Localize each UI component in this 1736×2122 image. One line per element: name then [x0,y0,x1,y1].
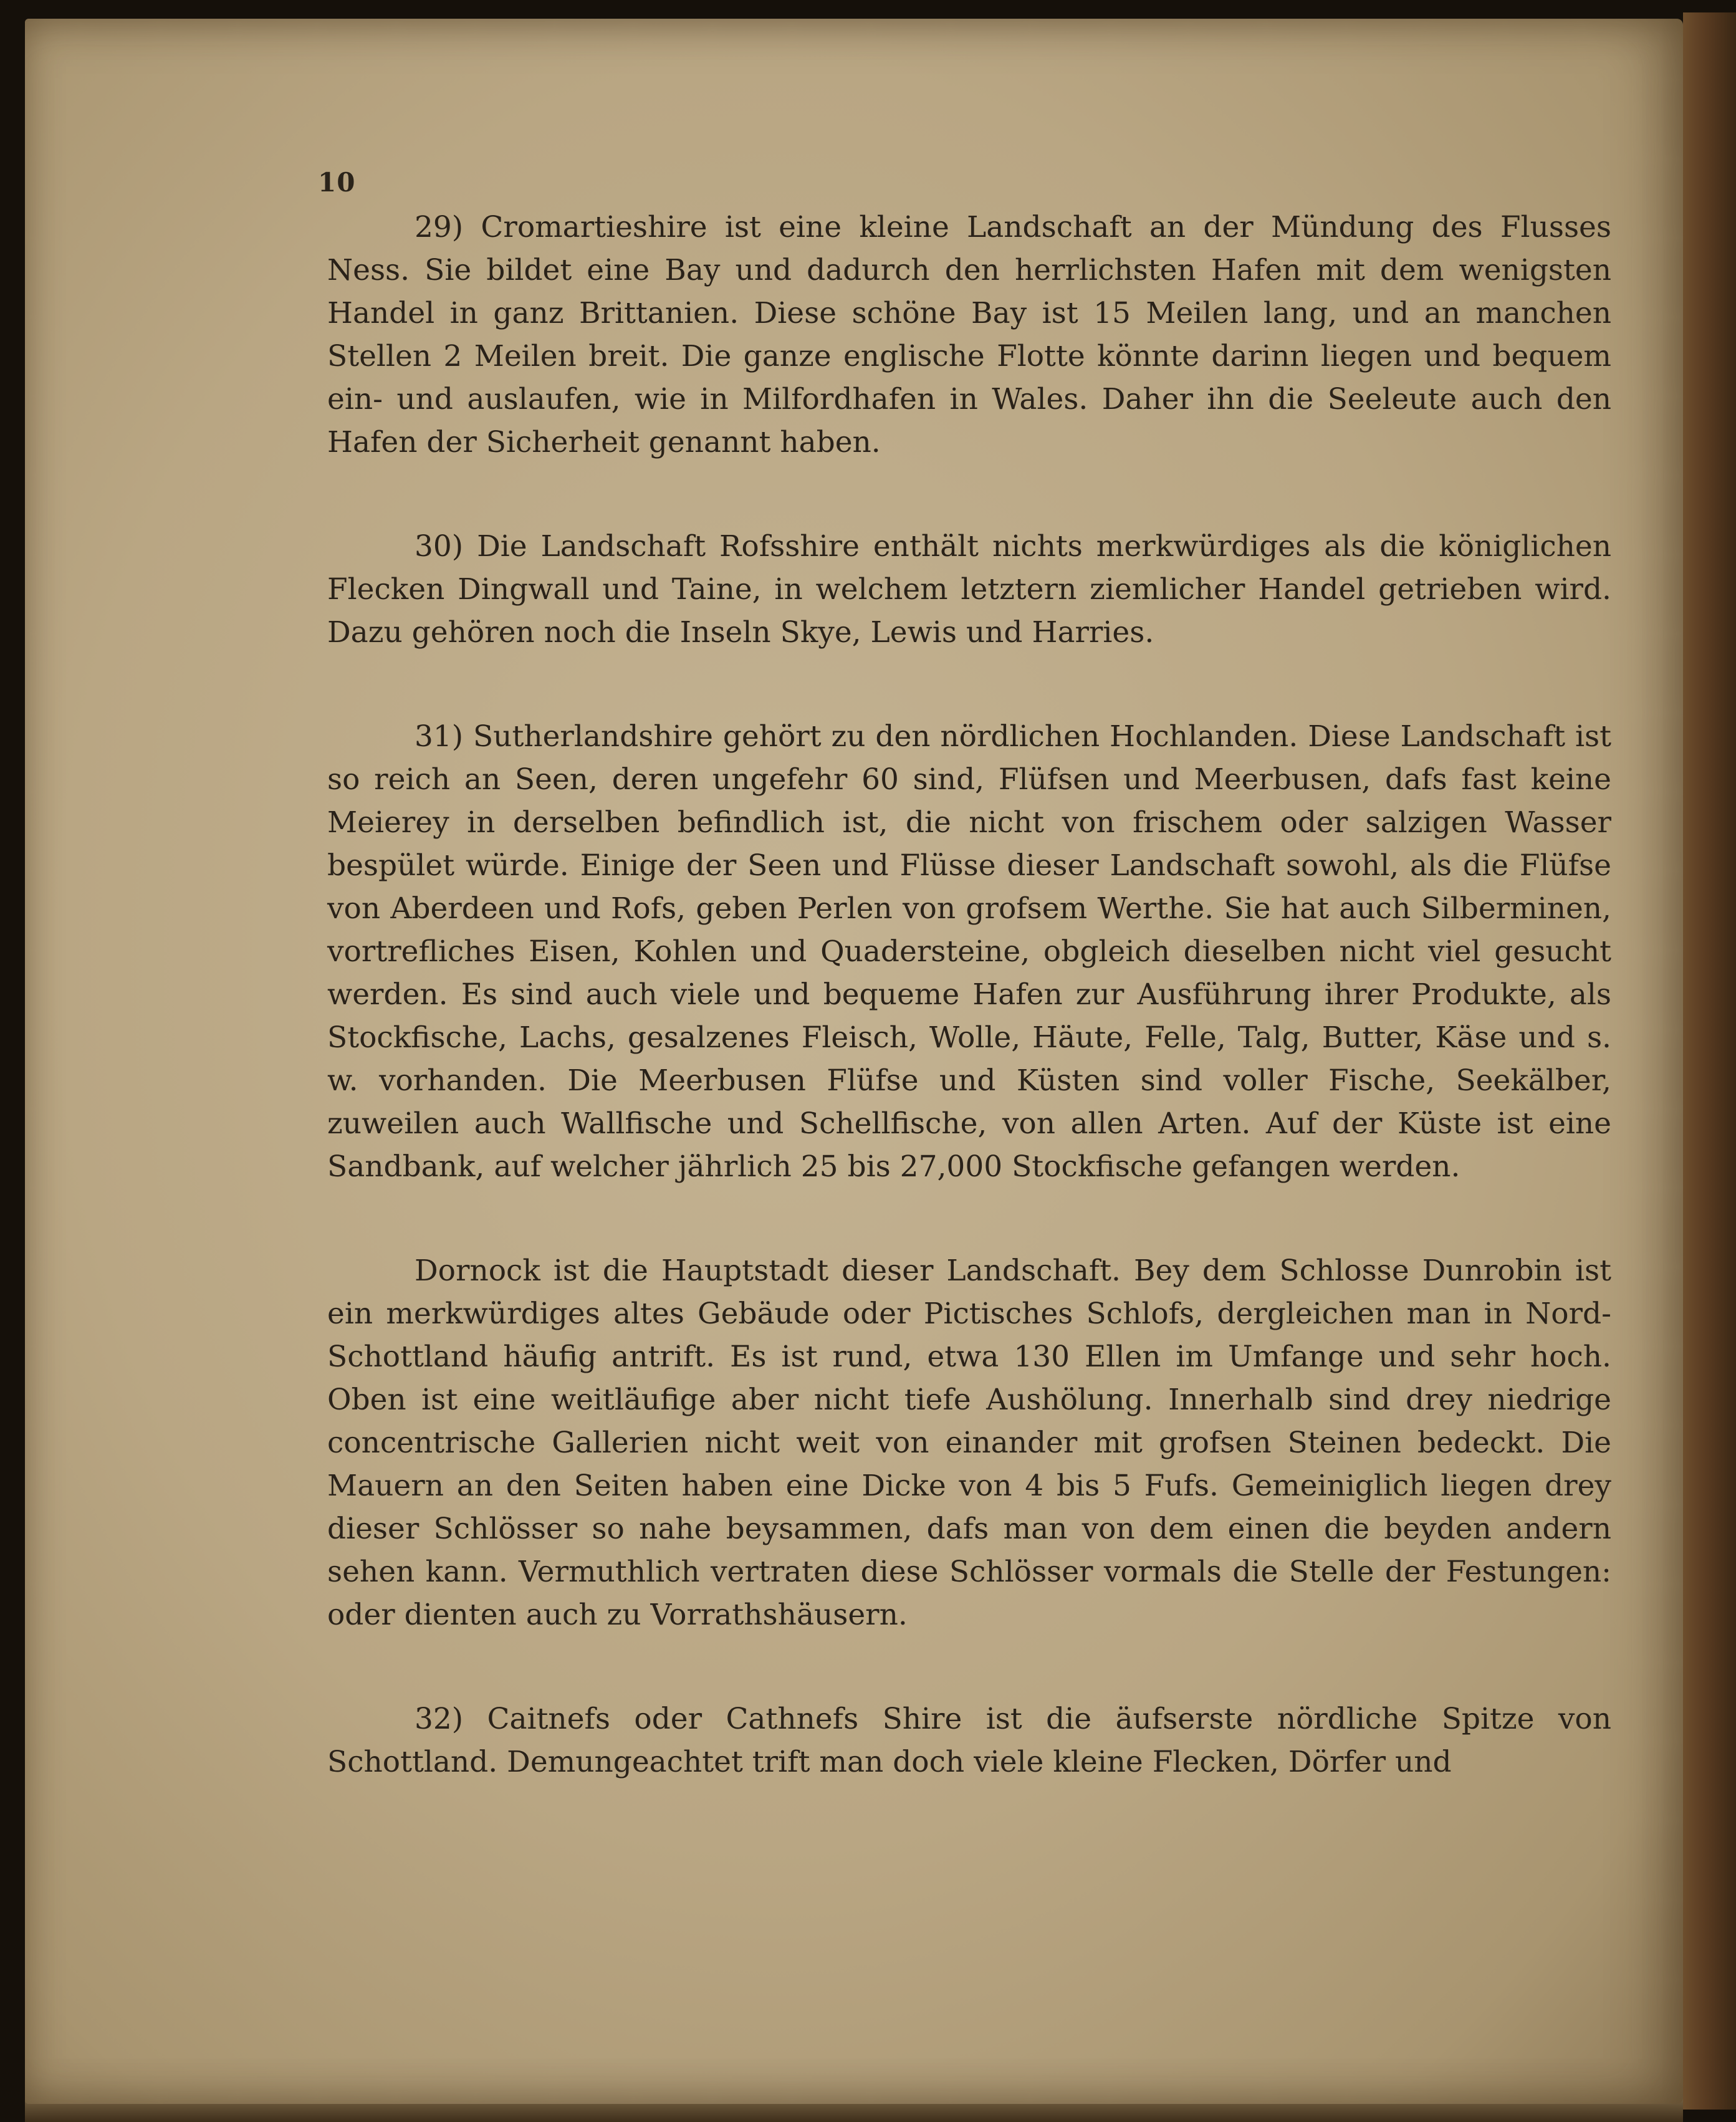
body-text [327,206,1611,1784]
paragraph-caithness: 32) Caitnefs oder Cathnefs Shire ist die äufserste nördliche Spitze von Schottland. Demungeachtet trift man doch viele kleine Flecken, Dörfer und [327,1702,1611,1779]
paragraph-rossshire: 30) Die Landschaft Rofsshire enthält nichts merkwürdiges als die königlichen Flecken Dingwall und Taine, in welchem letztern ziemlicher Handel getrieben wird. Dazu gehören noch die Inseln Skye, Lewis und Harries. [327,529,1611,650]
page-number: 10 [318,167,356,198]
paragraph-cromartieshire: 29) Cromartieshire ist eine kleine Landschaft an der Mündung des Flusses Ness. Sie bildet eine Bay und dadurch den herrlichsten Hafen mit dem wenigsten Handel in ganz Brittanien. Diese schöne Bay ist 15 Meilen lang, und an manchen Stellen 2 Meilen breit. Die ganze englische Flotte könnte darinn liegen und bequem ein- und auslaufen, wie in Milfordhafen in Wales. Daher ihn die Seeleute auch den Hafen der Sicherheit genannt haben. [327,210,1611,459]
paragraph-sutherlandshire: 31) Sutherlandshire gehört zu den nördlichen Hochlanden. Diese Landschaft ist so reich an Seen, deren ungefehr 60 sind, Flüfsen und Meerbusen, dafs fast keine Meierey in derselben befindlich ist, die nicht von frischem oder salzigen Wasser bespület würde. Einige der Seen und Flüsse dieser Landschaft sowohl, als die Flüfse von Aberdeen und Rofs, geben Perlen von grofsem Werthe. Sie hat auch Silberminen, vortrefliches Eisen, Kohlen und Quadersteine, obgleich dieselben nicht viel gesucht werden. Es sind auch viele und bequeme Hafen zur Ausführung ihrer Produkte, als Stockfische, Lachs, gesalzenes Fleisch, Wolle, Häute, Felle, Talg, Butter, Käse und s. w. vorhanden. Die Meerbusen Flüfse und Küsten sind voller Fische, Seekälber, zuweilen auch Wallfische und Schellfische, von allen Arten. Auf der Küste ist eine Sandbank, auf welcher jährlich 25 bis 27,000 Stockfische gefangen werden. [327,719,1611,1184]
page-edge-right [1683,12,1736,2110]
paragraph-dornock: Dornock ist die Hauptstadt dieser Landschaft. Bey dem Schlosse Dunrobin ist ein merkwürdiges altes Gebäude oder Pictisches Schlofs, dergleichen man in Nord-Schottland häufig antrift. Es ist rund, etwa 130 Ellen im Umfange und sehr hoch. Oben ist eine weitläufige aber nicht tiefe Aushölung. Innerhalb sind drey niedrige concentrische Gallerien nicht weit von einander mit grofsen Steinen bedeckt. Die Mauern an den Seiten haben eine Dicke von 4 bis 5 Fufs. Gemeiniglich liegen drey dieser Schlösser so nahe beysammen, dafs man von dem einen die beyden andern sehen kann. Vermuthlich vertraten diese Schlösser vormals die Stelle der Festungen: oder dienten auch zu Vorrathshäusern. [327,1254,1611,1632]
